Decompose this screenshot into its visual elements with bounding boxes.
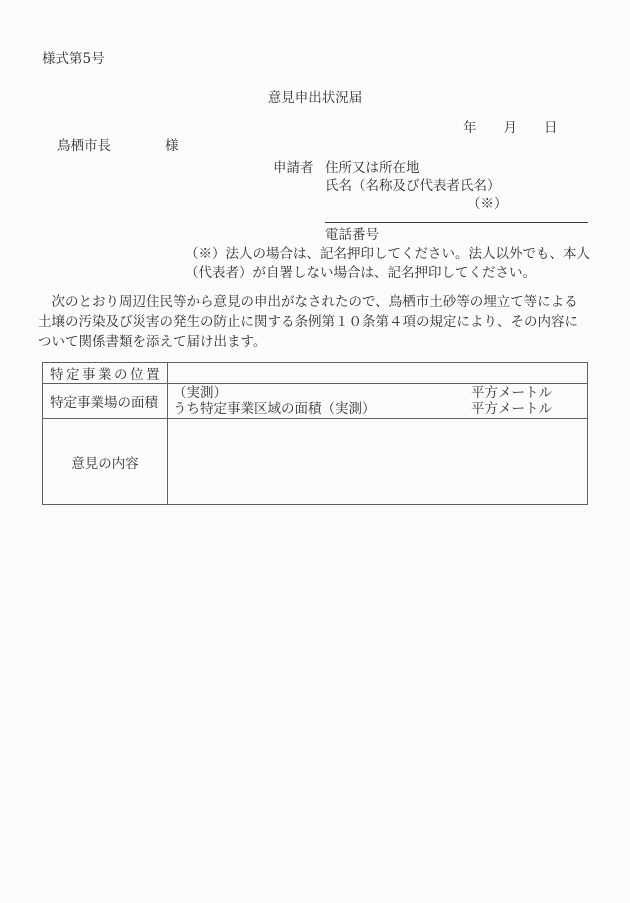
seal-note-mark: （※） bbox=[467, 196, 508, 212]
body-line-2: 土壌の汚染及び災害の発生の防止に関する条例第１０条第４項の規定により、その内容に bbox=[38, 314, 578, 330]
location-value-cell bbox=[168, 363, 587, 383]
applicant-label: 申請者 bbox=[273, 160, 314, 176]
area-value-cell bbox=[168, 384, 587, 418]
opinion-content-cell bbox=[168, 419, 587, 504]
area-row-header: 特定事業場の面積 bbox=[43, 384, 168, 418]
addressee-honorific: 様 bbox=[165, 138, 179, 154]
table-row-location bbox=[43, 363, 587, 383]
area-measured-label: （実測） bbox=[173, 384, 227, 401]
signature-line bbox=[325, 204, 588, 223]
body-line-3: ついて関係書類を添えて届け出ます。 bbox=[38, 334, 267, 350]
location-row-header: 特定事業の位置 bbox=[43, 363, 168, 383]
body-line-1: 次のとおり周辺住民等から意見の申出がなされたので、鳥栖市土砂等の埋立て等による bbox=[38, 294, 578, 310]
area-line-district bbox=[173, 401, 552, 418]
district-area-label: うち特定事業区域の面積（実測） bbox=[173, 401, 376, 417]
note-line-1: （※）法人の場合は、記名押印してください。法人以外でも、本人 bbox=[185, 246, 590, 262]
table-row-area bbox=[43, 383, 587, 418]
phone-label: 電話番号 bbox=[325, 227, 379, 243]
addressee-name: 鳥栖市長 bbox=[57, 138, 111, 154]
date-line: 年 月 日 bbox=[463, 120, 558, 136]
note-line-2: （代表者）が自署しない場合は、記名押印してください。 bbox=[185, 265, 536, 281]
opinion-row-header: 意見の内容 bbox=[43, 419, 168, 504]
document-title: 意見申出状況届 bbox=[267, 90, 363, 106]
area-line-measured bbox=[173, 385, 552, 402]
table-row-opinion bbox=[43, 418, 587, 504]
area-unit-label: 平方メートル bbox=[471, 384, 552, 401]
applicant-name-label: 氏名（名称及び代表者氏名） bbox=[325, 178, 501, 194]
district-area-unit-label: 平方メートル bbox=[471, 401, 552, 417]
applicant-address-label: 住所又は所在地 bbox=[325, 160, 420, 176]
details-table bbox=[42, 362, 588, 505]
form-number: 様式第5号 bbox=[42, 51, 105, 67]
